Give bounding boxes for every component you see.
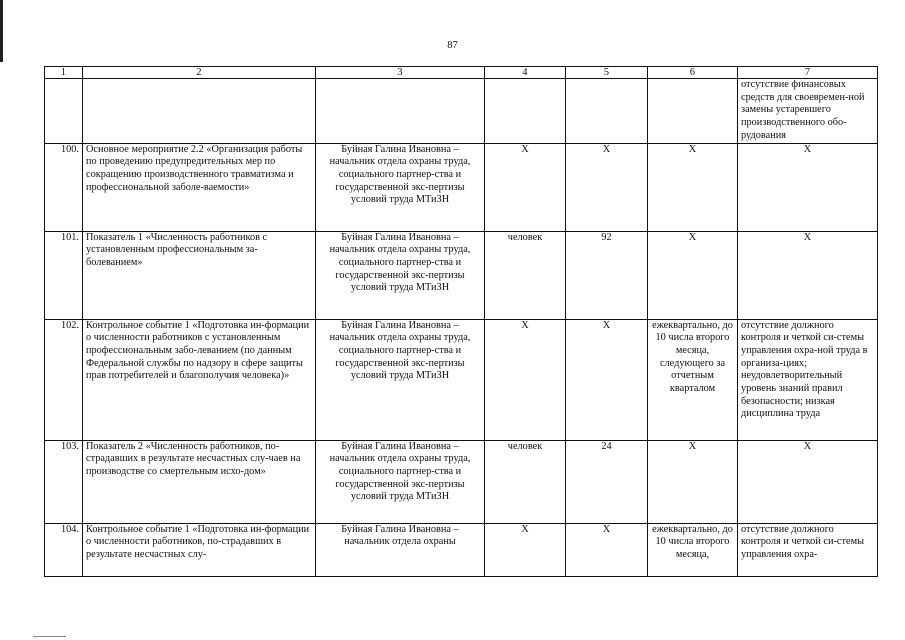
unit-cell: человек — [485, 231, 566, 319]
unit-cell: Х — [485, 143, 566, 231]
deadline-cell: Х — [648, 231, 738, 319]
value-cell: 92 — [566, 231, 648, 319]
column-header: 2 — [83, 67, 316, 79]
measure-name: Показатель 1 «Численность работников с установленным профессиональным за-болеванием» — [83, 231, 316, 319]
deadline-cell — [648, 79, 738, 144]
risk-cell: отсутствие должного контроля и четкой си-стемы управления охра- — [738, 523, 878, 576]
column-header: 7 — [738, 67, 878, 79]
deadline-cell: ежеквартально, до 10 числа второго месяца, — [648, 523, 738, 576]
measure-name — [83, 79, 316, 144]
value-cell: Х — [566, 143, 648, 231]
responsible-person: Буйная Галина Ивановна – начальник отдела охраны труда, социального партнер-ства и государственной экс-пертизы условий труда МТиЗН — [316, 440, 485, 523]
unit-cell: человек — [485, 440, 566, 523]
row-number — [45, 79, 83, 144]
risk-cell: отсутствие должного контроля и четкой си-стемы управления охра-ной труда в организа-циях; неудовлетворительный уровень знаний правил безопасности; низкая дисциплина труда — [738, 319, 878, 440]
left-margin-rule — [0, 0, 3, 62]
page-number: 87 — [447, 40, 458, 51]
risk-cell: Х — [738, 231, 878, 319]
risk-cell: Х — [738, 440, 878, 523]
unit-cell: Х — [485, 319, 566, 440]
risk-cell: отсутствие финансовых средств для своевремен-ной замены устаревшего производственного обо-рудования — [738, 79, 878, 144]
table-row — [45, 440, 878, 523]
deadline-cell: ежеквартально, до 10 числа второго месяца, следующего за отчетным кварталом — [648, 319, 738, 440]
value-cell — [566, 79, 648, 144]
measure-name: Основное мероприятие 2.2 «Организация работы по проведению предупредительных мер по сокращению производственного травматизма и профессиональной заболе-ваемости» — [83, 143, 316, 231]
measure-name: Показатель 2 «Численность работников, по-страдавших в результате несчастных слу-чаев на производстве со смертельным исхо-дом» — [83, 440, 316, 523]
row-number: 102. — [45, 319, 83, 440]
column-number-row — [45, 67, 878, 79]
responsible-person — [316, 79, 485, 144]
measure-name: Контрольное событие 1 «Подготовка ин-формации о численности работников с установленным профессиональным забо-леванием (по данным Федеральной службы по надзору в сфере защиты прав потребителей и благополучия человека)» — [83, 319, 316, 440]
value-cell: Х — [566, 319, 648, 440]
responsible-person: Буйная Галина Ивановна – начальник отдела охраны труда, социального партнер-ства и государственной экс-пертизы условий труда МТиЗН — [316, 143, 485, 231]
column-header: 1 — [45, 67, 83, 79]
column-header: 4 — [485, 67, 566, 79]
value-cell: 24 — [566, 440, 648, 523]
table-row — [45, 79, 878, 144]
table-row — [45, 523, 878, 576]
risk-cell: Х — [738, 143, 878, 231]
row-number: 104. — [45, 523, 83, 576]
deadline-cell: Х — [648, 440, 738, 523]
column-header: 3 — [316, 67, 485, 79]
table-row — [45, 143, 878, 231]
row-number: 101. — [45, 231, 83, 319]
value-cell: Х — [566, 523, 648, 576]
deadline-cell: Х — [648, 143, 738, 231]
unit-cell — [485, 79, 566, 144]
footer-rule — [33, 636, 66, 637]
row-number: 100. — [45, 143, 83, 231]
row-number: 103. — [45, 440, 83, 523]
program-table — [44, 66, 878, 577]
table-row — [45, 231, 878, 319]
responsible-person: Буйная Галина Ивановна – начальник отдела охраны труда, социального партнер-ства и государственной экс-пертизы условий труда МТиЗН — [316, 319, 485, 440]
column-header: 6 — [648, 67, 738, 79]
responsible-person: Буйная Галина Ивановна – начальник отдела охраны — [316, 523, 485, 576]
responsible-person: Буйная Галина Ивановна – начальник отдела охраны труда, социального партнер-ства и государственной экс-пертизы условий труда МТиЗН — [316, 231, 485, 319]
measure-name: Контрольное событие 1 «Подготовка ин-формации о численности работников, по-страдавших в результате несчастных слу- — [83, 523, 316, 576]
column-header: 5 — [566, 67, 648, 79]
unit-cell: Х — [485, 523, 566, 576]
table-row — [45, 319, 878, 440]
